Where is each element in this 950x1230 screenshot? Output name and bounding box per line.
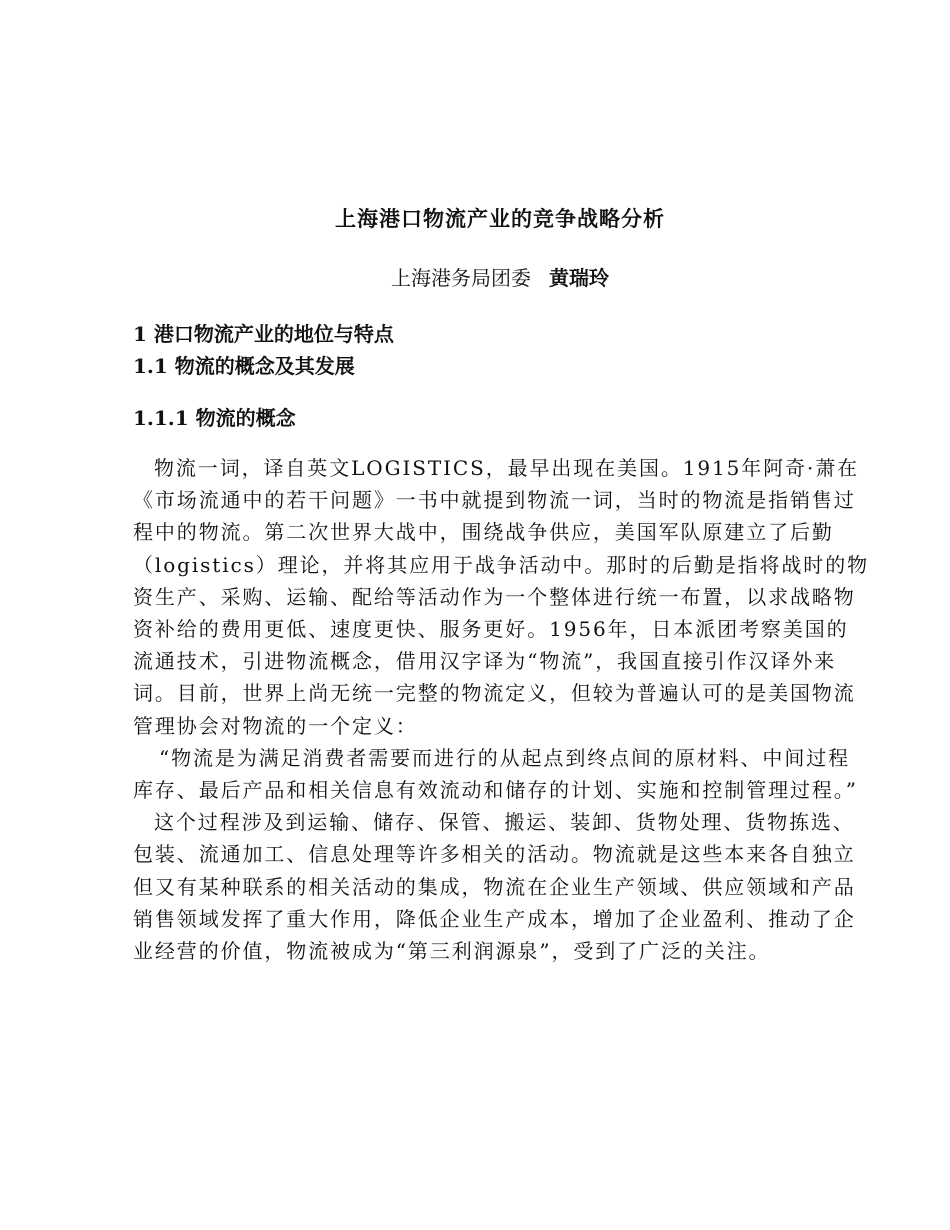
- document-title: 上海港口物流产业的竞争战略分析: [335, 206, 665, 231]
- paragraph-logistics-definition-quote: “物流是为满足消费者需要而进行的从起点到终点间的原材料、中间过程库存、最后产品和相关信息有效流动和储存的计划、实施和控制管理过程。”: [133, 745, 858, 803]
- paragraph-logistics-history: 物流一词，译自英文LOGISTICS，最早出现在美国。1915年阿奇·萧在《市场流通中的若干问题》一书中就提到物流一词，当时的物流是指销售过程中的物流。第二次世界大战中，围绕战争供应，美国军队原建立了后勤（logistics）理论，并将其应用于战争活动中。那时的后勤是指将战时的物资生产、采购、运输、配给等活动作为一个整体进行统一布置，以求战略物资补给的费用更低、速度更快、服务更好。1956年，日本派团考察美国的流通技术，引进物流概念，借用汉字译为“物流”，我国直接引作汉译外来词。目前，世界上尚无统一完整的物流定义，但较为普遍认可的是美国物流管理协会对物流的一个定义：: [133, 456, 869, 738]
- body-text: [133, 452, 870, 967]
- section-heading-1-1-1: 1.1.1 物流的概念: [133, 406, 296, 430]
- paragraph-logistics-activities: 这个过程涉及到运输、储存、保管、搬运、装卸、货物处理、货物拣选、包装、流通加工、信息处理等许多相关的活动。物流就是这些本来各自独立但又有某种联系的相关活动的集成，物流在企业生产领域、供应领域和产品销售领域发挥了重大作用，降低企业生产成本，增加了企业盈利、推动了企业经营的价值，物流被成为“第三利润源泉”，受到了广泛的关注。: [133, 810, 856, 964]
- author-name: 黄瑞玲: [549, 266, 609, 290]
- section-heading-1: 1 港口物流产业的地位与特点: [133, 322, 394, 346]
- author-organization: 上海港务局团委: [391, 266, 531, 290]
- section-heading-1-1: 1.1 物流的概念及其发展: [133, 354, 355, 378]
- byline: [0, 262, 950, 291]
